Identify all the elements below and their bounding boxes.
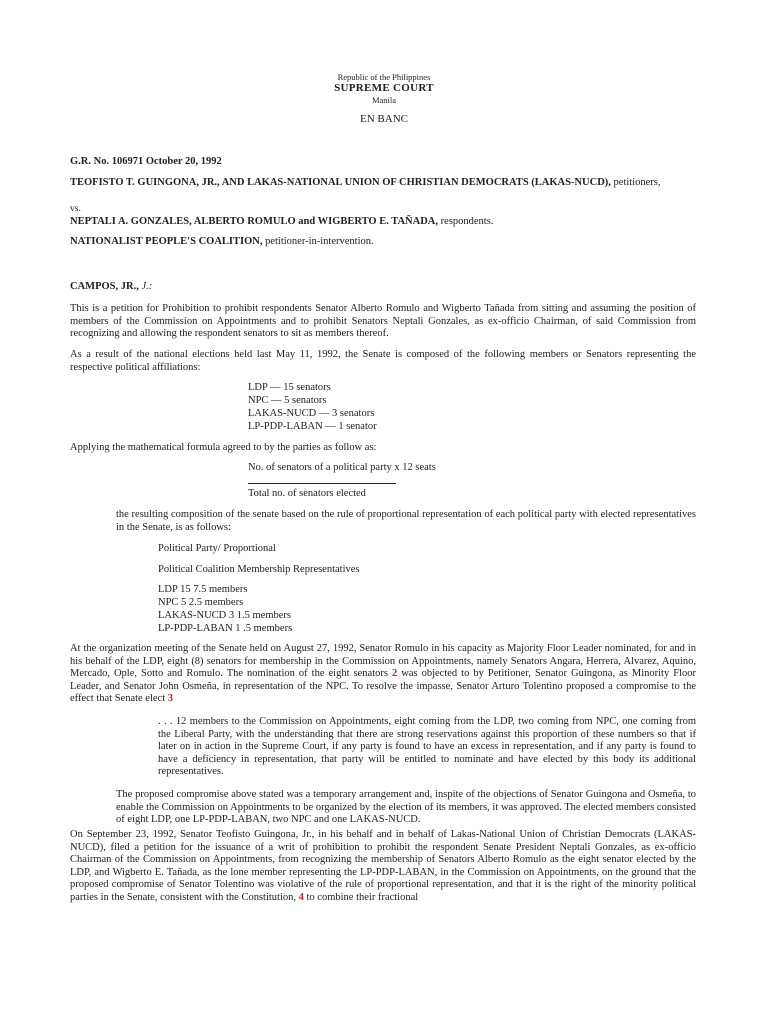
ponente-line <box>70 281 696 294</box>
respondents-line <box>70 216 696 229</box>
paragraph-7-text-a: On September 23, 1992, Senator Teofisto Guingona, Jr., in his behalf and in behalf of Lakas-National Union of Christian Democrats (LAKAS-NUCD), filed a petition for the issuance of a writ of prohibition to prohibit the respondent Senate President Neptali Gonzales, as ex-officio Chairman of the Commission on Appointments, from recognizing the membership of Senators Alberto Romulo as the eight senator elected by the LDP, and Wigberto E. Tañada, as the lone member representing the LP-PDP-LABAN, in the Commission on Appointments, on the ground that the proposed compromise of Senator Tolentino was violative of the rule of proportional representation, and that it is the right of the minority political parties in the Senate, consistent with the Constitution, <box>70 829 696 903</box>
senate-list-item: LP-PDP-LABAN — 1 senator <box>248 421 377 432</box>
division-heading: EN BANC <box>360 113 408 125</box>
senate-list-item: LDP — 15 senators <box>248 382 331 393</box>
court-heading: SUPREME COURT <box>334 82 434 94</box>
footnote-4-link[interactable]: 4 <box>298 891 304 903</box>
intervenor-line <box>70 236 696 249</box>
paragraph-7 <box>70 829 696 905</box>
versus-label: vs. <box>70 204 81 214</box>
ponente-name: CAMPOS, JR., <box>70 281 139 292</box>
respondents-role: respondents. <box>438 216 494 227</box>
ponente-suffix: J.: <box>138 281 153 292</box>
city-heading: Manila <box>371 95 397 105</box>
petitioners-line <box>70 177 696 190</box>
formula-denominator: Total no. of senators elected <box>248 488 366 499</box>
senate-list-item: NPC — 5 senators <box>248 395 327 406</box>
paragraph-4: the resulting composition of the senate based on the rule of proportional representation of each political party with elected representatives in the Senate, is as follows: <box>116 509 696 533</box>
paragraph-5 <box>70 643 696 706</box>
formula-fraction-line <box>248 483 396 484</box>
paragraph-2: As a result of the national elections held last May 11, 1992, the Senate is composed of the following members or Senators representing the respective political affiliations: <box>70 349 696 373</box>
paragraph-6: The proposed compromise above stated was a temporary arrangement and, inspite of the objections of Senator Guingona and Osmeña, to enable the Commission on Appointments to be organized by the election of its members, it was approved. The elected members consisted of eight LDP, one LP-PDP-LABAN, two NPC and one LAKAS-NUCD. <box>116 789 696 826</box>
table-row: LAKAS-NUCD 3 1.5 members <box>158 610 291 621</box>
petitioners-names: TEOFISTO T. GUINGONA, JR., AND LAKAS-NATIONAL UNION OF CHRISTIAN DEMOCRATS (LAKAS-NUCD), <box>70 177 611 188</box>
paragraph-3: Applying the mathematical formula agreed to by the parties as follow as: <box>70 442 377 453</box>
table-row: NPC 5 2.5 members <box>158 597 244 608</box>
paragraph-5-text-b: was objected to by Petitioner, Senator Guingona, as Minority Floor Leader, and Senator John Osmeña, in representation of the NPC. To resolve the impasse, Senator Arturo Tolentino proposed a compromise to the effect that Senate elect <box>70 668 696 705</box>
senate-list-item: LAKAS-NUCD — 3 senators <box>248 408 375 419</box>
formula-numerator: No. of senators of a political party x 12 seats <box>248 462 436 473</box>
petitioners-role: petitioners, <box>610 177 661 188</box>
table-header: Political Party/ Proportional <box>158 543 276 554</box>
respondents-names: NEPTALI A. GONZALES, ALBERTO ROMULO and WIGBERTO E. TAÑADA, <box>70 216 439 227</box>
paragraph-7-text-b: to combine their fractional <box>303 891 419 903</box>
republic-heading: Republic of the Philippines <box>337 72 431 82</box>
footnote-3-link[interactable]: 3 <box>167 693 174 705</box>
block-quote: . . . 12 members to the Commission on Appointments, eight coming from the LDP, two coming from NPC, one coming from the Liberal Party, with the understanding that there are strong reservations against this proportion of these numbers so that if later on in action in the Supreme Court, if any party is found to have an excess in representation, and if any party is found to have a deficiency in representation, that party will be entitled to nominate and have elected by this body its additional representatives. <box>158 716 696 778</box>
case-number: G.R. No. 106971 October 20, 1992 <box>70 156 222 167</box>
intervenor-name: NATIONALIST PEOPLE'S COALITION, <box>70 236 263 247</box>
table-row: LDP 15 7.5 members <box>158 584 248 595</box>
table-row: LP-PDP-LABAN 1 .5 members <box>158 623 293 634</box>
footnote-2-link[interactable]: 2 <box>391 668 398 680</box>
paragraph-5-text-a: At the organization meeting of the Senate held on August 27, 1992, Senator Romulo in his capacity as Majority Floor Leader nominated, for and in his behalf of the LDP, eight (8) senators for membership in the Commission on Appointments, namely Senators Angara, Herrera, Alvarez, Aquino, Mercado, Ople, Sotto and Romulo. The nomination of the eight senators <box>70 643 696 680</box>
table-header: Political Coalition Membership Representatives <box>158 564 360 575</box>
paragraph-1: This is a petition for Prohibition to prohibit respondents Senator Alberto Romulo and Wigberto Tañada from sitting and assuming the position of members of the Commission on Appointments and to prohibit Senators Neptali Gonzales, as ex-officio Chairman, of said Commission from recognizing and allowing the respondent senators to sit as members thereof. <box>70 303 696 340</box>
intervenor-role: petitioner-in-intervention. <box>262 236 374 247</box>
